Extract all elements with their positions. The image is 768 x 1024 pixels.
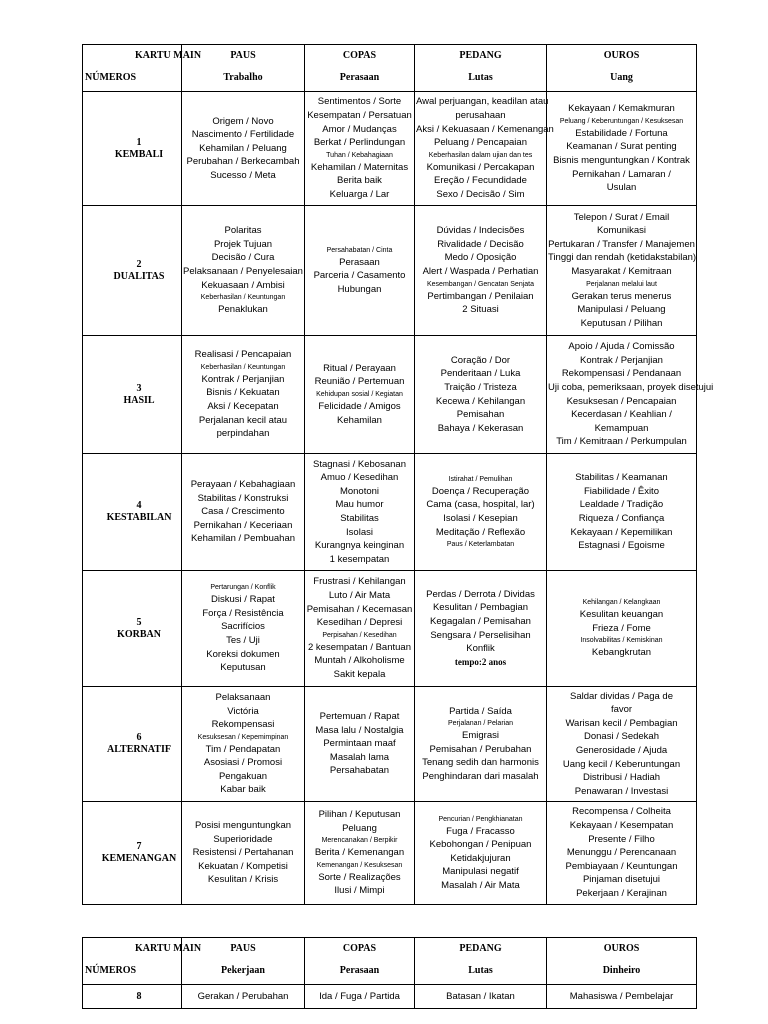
suit-name: PAUS — [230, 943, 256, 954]
suit-theme: Lutas — [468, 965, 493, 976]
meaning-cell — [182, 336, 305, 454]
meaning-line: Perayaan / Kebahagiaan — [190, 479, 296, 491]
meaning-line: Permintaan maaf — [323, 738, 396, 750]
meaning-line: Berkat / Perlindungan — [313, 137, 406, 149]
meaning-line: Ilusi / Mimpi — [334, 885, 385, 897]
meaning-line: Kehilangan / Kelangkaan — [582, 599, 661, 607]
meaning-line: Masalah / Air Mata — [441, 879, 520, 891]
header-cell-1 — [305, 45, 415, 92]
meaning-line: Perjalanan / Pelarian — [448, 720, 513, 728]
meaning-line: Bahaya / Kekerasan — [437, 422, 524, 434]
meaning-line: Estagnasi / Egoisme — [578, 540, 665, 552]
meaning-line: Recompensa / Colheita — [572, 806, 671, 818]
meaning-line: Komunikasi — [596, 225, 647, 237]
meaning-line: Kemampuan — [594, 422, 649, 434]
meaning-line: Tim / Kemitraan / Perkumpulan — [556, 436, 687, 448]
meaning-line: Fiabilidade / Êxito — [584, 485, 659, 497]
meaning-line: Pemisahan / Perubahan — [429, 743, 532, 755]
meaning-line: Mau humor — [335, 499, 384, 511]
meaning-line: Peluang / Keberuntungan / Kesuksesan — [559, 117, 684, 125]
meaning-line: Cama (casa, hospital, lar) — [426, 499, 535, 511]
meaning-line: Sexo / Decisão / Sim — [436, 188, 525, 200]
meaning-line: Ida / Fuga / Partida — [319, 991, 400, 1002]
meaning-line: Manipulasi / Peluang — [577, 304, 666, 316]
meaning-line: Rekompensasi / Pendanaan — [561, 368, 682, 380]
meaning-line: Kehamilan / Peluang — [199, 142, 287, 154]
meaning-line: Pertukaran / Transfer / Manajemen — [548, 238, 695, 250]
row-number: 5 — [136, 616, 142, 628]
meaning-line: Telepon / Surat / Email — [573, 211, 670, 223]
meaning-line: Victória — [227, 705, 259, 717]
meaning-line: Monotoni — [339, 485, 380, 497]
meaning-cell — [182, 92, 305, 206]
row-number-cell — [83, 336, 182, 454]
meaning-line: Keberhasilan / Keuntungan — [200, 363, 286, 371]
row-number: 4 — [136, 500, 142, 511]
suit-name: PAUS — [230, 50, 256, 61]
meaning-line: Traição / Tristeza — [444, 381, 517, 393]
meaning-line: Amor / Mudanças — [322, 123, 397, 135]
header-corner-cell — [83, 45, 202, 92]
meaning-cell — [415, 687, 547, 802]
meaning-cell — [305, 802, 415, 905]
meaning-line: Kekayaan / Kesempatan — [569, 820, 674, 832]
meaning-line: Origem / Novo — [212, 115, 274, 127]
row-number: 6 — [136, 732, 142, 743]
meaning-line: Posisi menguntungkan — [194, 820, 292, 832]
row-number: 1 — [136, 136, 142, 148]
meaning-line: Masalah lama — [329, 751, 390, 763]
meaning-line: Decisão / Cura — [211, 252, 275, 264]
meaning-line: Berita / Kemenangan — [314, 847, 405, 859]
meaning-line: Stabilitas — [340, 513, 379, 524]
header-cell-3 — [547, 45, 697, 92]
meaning-line: Keamanan / Surat penting — [566, 141, 677, 153]
meaning-line: Merencanakan / Berpikir — [321, 837, 398, 845]
suit-theme: Dinheiro — [602, 965, 641, 976]
meaning-line: Komunikasi / Percakapan — [426, 161, 535, 173]
meaning-line: Kesembangan / Gencatan Senjata — [426, 280, 535, 288]
meaning-cell — [182, 687, 305, 802]
meaning-line: Muntah / Alkoholisme — [314, 655, 405, 667]
table-row — [83, 985, 697, 1009]
meaning-line: Sakit kepala — [333, 668, 386, 680]
header-suit — [182, 938, 304, 984]
meaning-line: Alert / Waspada / Perhatian — [422, 266, 539, 277]
suit-theme: Lutas — [468, 72, 493, 83]
meaning-line: Hubungan — [337, 283, 382, 295]
meaning-line: Donasi / Sedekah — [584, 731, 659, 743]
header-row — [83, 45, 697, 92]
meaning-line: Sucesso / Meta — [210, 169, 276, 181]
meaning-line: Pertarungan / Konflik — [210, 584, 276, 592]
header-suit — [415, 45, 546, 91]
meaning-line: Pernikahan / Keceriaan — [193, 519, 293, 531]
meaning-line: Distribusi / Hadiah — [582, 772, 661, 784]
meaning-line: favor — [610, 704, 633, 716]
meaning-line: Tuhan / Kebahagiaan — [326, 151, 393, 159]
meaning-cell — [305, 571, 415, 687]
meaning-line: Konflik — [466, 643, 495, 655]
meaning-line: Bisnis / Kekuatan — [206, 387, 280, 399]
meaning-line: Rekompensasi — [211, 719, 275, 731]
meaning-line: Perasaan — [339, 256, 380, 268]
suit-name: OUROS — [603, 943, 640, 954]
meaning-line: Sacrifícios — [221, 621, 265, 633]
meaning-line: 2 Situasi — [462, 304, 499, 316]
meaning-line: tempo:2 anos — [454, 656, 507, 667]
meaning-line: Peluang — [342, 822, 377, 834]
meaning-line: Masa lalu / Nostalgia — [315, 724, 404, 736]
meaning-line: Keberhasilan dalam ujian dan tes — [428, 151, 533, 159]
meaning-line: Kebohongan / Penipuan — [429, 839, 532, 851]
meaning-line: Presente / Filho — [588, 833, 655, 845]
meaning-line: Keputusan — [220, 662, 266, 674]
meaning-cell — [415, 985, 547, 1009]
header-cell-0 — [182, 938, 305, 985]
meaning-line: Manipulasi negatif — [442, 866, 519, 878]
meaning-line: Apoio / Ajuda / Comissão — [568, 341, 675, 353]
meaning-line: Penawaran / Investasi — [574, 785, 669, 797]
meaning-line: Kekayaan / Kemakmuran — [568, 103, 675, 115]
meaning-cell — [415, 454, 547, 571]
meaning-cell — [415, 802, 547, 905]
meaning-cell — [305, 336, 415, 454]
meaning-line: perusahaan — [455, 110, 506, 122]
meaning-line: Menunggu / Perencanaan — [566, 847, 677, 859]
meaning-line: Penderitaan / Luka — [440, 368, 521, 380]
header-suit — [305, 45, 414, 91]
meaning-line: Ritual / Perayaan — [323, 362, 396, 374]
meaning-line: 1 kesempatan — [329, 553, 390, 565]
meaning-line: Kesulitan keuangan — [579, 609, 664, 621]
meaning-line: Perjalanan kecil atau — [198, 414, 288, 426]
table-row — [83, 454, 697, 571]
meaning-line: Stabilitas / Konstruksi — [197, 492, 289, 504]
meaning-cell — [305, 454, 415, 571]
meaning-line: Reunião / Pertemuan — [314, 376, 405, 388]
meaning-line: Pelaksanaan — [215, 691, 271, 703]
meaning-cell — [547, 571, 697, 687]
meaning-line: Pengakuan — [218, 770, 268, 782]
row-label: HASIL — [123, 394, 155, 406]
meaning-line: Tinggi dan rendah (ketidakstabilan) — [548, 252, 697, 264]
meaning-line: Doença / Recuperação — [431, 485, 530, 497]
meaning-cell — [182, 454, 305, 571]
meaning-line: Insolvabilitas / Kemiskinan — [580, 637, 663, 645]
meaning-cell — [547, 802, 697, 905]
meaning-line: perpindahan — [216, 428, 270, 440]
meaning-line: Persahabatan / Cinta — [326, 246, 393, 254]
meaning-line: Pertemuan / Rapat — [319, 711, 400, 723]
row-label: KORBAN — [117, 628, 161, 640]
table-row — [83, 571, 697, 687]
header-cell-1 — [305, 938, 415, 985]
meaning-cell — [305, 92, 415, 206]
meaning-cell — [182, 985, 305, 1009]
meaning-line: Kemenangan / Kesuksesan — [316, 861, 403, 869]
meaning-line: Kesuksesan / Kepemimpinan — [197, 733, 289, 741]
header-suit — [182, 45, 304, 91]
header-suit — [415, 938, 546, 984]
meaning-line: Kecerdasan / Keahlian / — [571, 409, 672, 421]
meaning-line: Frustrasi / Kehilangan — [313, 576, 406, 588]
header-corner — [83, 45, 202, 91]
meaning-line: Sorte / Realizações — [318, 871, 401, 883]
meaning-line: Superioridade — [213, 833, 273, 845]
row-number: 7 — [136, 841, 142, 852]
meaning-line: Sentimentos / Sorte — [317, 96, 402, 108]
meaning-line: Persahabatan — [329, 765, 390, 777]
meaning-line: Gerakan terus menerus — [571, 290, 672, 302]
meaning-line: Penghindaran dari masalah — [422, 770, 539, 782]
meaning-cell — [305, 206, 415, 336]
row-label: ALTERNATIF — [107, 744, 171, 755]
meaning-line: Pencurian / Pengkhianatan — [438, 815, 523, 823]
meaning-line: Penaklukan — [218, 304, 268, 316]
meaning-line: Pelaksanaan / Penyelesaian — [183, 266, 303, 277]
meaning-line: Pilihan / Keputusan — [318, 809, 401, 821]
suit-theme: Uang — [610, 72, 633, 83]
meaning-line: Riqueza / Confiança — [578, 513, 665, 524]
meaning-line: Koreksi dokumen — [206, 648, 280, 660]
meaning-line: Perpisahan / Kesedihan — [322, 631, 397, 639]
row-number-cell — [83, 802, 182, 905]
meaning-line: Kekayaan / Kepemilikan — [570, 526, 673, 538]
meaning-line: Amuo / Kesedihan — [320, 472, 399, 484]
suit-theme: Perasaan — [339, 72, 380, 83]
meaning-line: Rivalidade / Decisão — [437, 238, 524, 250]
card-meaning-table-continued-body — [83, 938, 697, 1009]
card-meaning-table — [82, 44, 714, 905]
row-label: KEMBALI — [114, 148, 164, 160]
meaning-line: 2 kesempatan / Bantuan — [308, 641, 411, 653]
meaning-line: Batasan / Ikatan — [446, 991, 515, 1002]
header-cell-3 — [547, 938, 697, 985]
meaning-line: Kontrak / Perjanjian — [580, 354, 663, 366]
meaning-line: Ereção / Fecundidade — [434, 175, 527, 187]
meaning-line: Uji coba, pemeriksaan, proyek disetujui — [548, 381, 714, 393]
table-row — [83, 206, 697, 336]
meaning-cell — [415, 206, 547, 336]
row-number-cell — [83, 206, 182, 336]
meaning-line: Stagnasi / Kebosanan — [313, 458, 406, 470]
meaning-line: Dúvidas / Indecisões — [436, 225, 525, 237]
suit-name: COPAS — [342, 50, 377, 61]
header-corner — [83, 938, 202, 984]
meaning-line: Lealdade / Tradição — [579, 499, 664, 511]
meaning-line: Stabilitas / Keamanan — [575, 472, 668, 484]
meaning-line: Kabar baik — [220, 784, 266, 796]
meaning-line: Perubahan / Berkecambah — [186, 156, 300, 168]
meaning-line: Asosiasi / Promosi — [203, 757, 283, 769]
meaning-line: Partida / Saída — [449, 705, 512, 717]
meaning-line: Kebangkrutan — [591, 647, 652, 659]
meaning-cell — [547, 92, 697, 206]
header-cell-2 — [415, 938, 547, 985]
meaning-line: Casa / Crescimento — [201, 506, 285, 518]
meaning-line: Uang kecil / Keberuntungan — [562, 758, 681, 770]
meaning-line: Gerakan / Perubahan — [197, 991, 289, 1002]
meaning-line: Keluarga / Lar — [329, 188, 390, 200]
meaning-cell — [547, 454, 697, 571]
meaning-line: Meditação / Reflexão — [435, 526, 526, 538]
meaning-line: Ketidakjujuran — [450, 852, 511, 864]
meaning-line: Istirahat / Pemulihan — [448, 475, 513, 483]
header-suit — [547, 938, 696, 984]
meaning-line: Parceria / Casamento — [313, 270, 406, 282]
meaning-line: Berita baik — [337, 175, 382, 187]
meaning-line: Sengsara / Perselisihan — [430, 629, 531, 641]
meaning-line: Peluang / Pencapaian — [434, 137, 527, 149]
meaning-line: Luto / Air Mata — [328, 590, 391, 602]
meaning-line: Kesuksesan / Pencapaian — [566, 395, 677, 407]
card-meaning-table-body — [83, 45, 714, 905]
header-cell-0 — [182, 45, 305, 92]
meaning-line: Força / Resistência — [202, 607, 284, 619]
meaning-cell — [547, 336, 714, 454]
row-label: KEMENANGAN — [101, 853, 177, 864]
row-label: DUALITAS — [113, 270, 165, 282]
meaning-cell — [182, 571, 305, 687]
header-corner-cell — [83, 938, 202, 985]
meaning-line: Mahasiswa / Pembelajar — [569, 991, 674, 1002]
table-row — [83, 687, 697, 802]
meaning-line: Pernikahan / Lamaran / — [572, 168, 671, 180]
row-number-cell — [83, 454, 182, 571]
suit-name: COPAS — [342, 943, 377, 954]
suit-theme: Pekerjaan — [221, 965, 265, 976]
suit-name: PEDANG — [459, 50, 502, 61]
meaning-line: Usulan — [606, 182, 637, 194]
meaning-line: Kesempatan / Persatuan — [307, 110, 412, 122]
meaning-line: Frieza / Fome — [592, 622, 651, 634]
meaning-line: Polaritas — [224, 225, 262, 237]
header-row — [83, 938, 697, 985]
meaning-line: Tes / Uji — [226, 635, 260, 646]
row-number-cell — [83, 571, 182, 687]
meaning-line: Felicidade / Amigos — [318, 401, 401, 412]
meaning-cell — [305, 687, 415, 802]
meaning-line: Kegagalan / Pemisahan — [430, 615, 531, 627]
meaning-line: Kehamilan / Pembuahan — [190, 533, 296, 545]
meaning-line: Aksi / Kekuasaan / Kemenangan — [416, 123, 554, 135]
meaning-line: Realisasi / Pencapaian — [194, 349, 292, 361]
meaning-line: Pinjaman disetujui — [582, 874, 661, 886]
meaning-line: Kecewa / Kehilangan — [435, 395, 526, 407]
meaning-line: Pembiayaan / Keuntungan — [565, 860, 678, 872]
suit-name: OUROS — [603, 50, 640, 61]
meaning-line: Tenang sedih dan harmonis — [422, 757, 539, 769]
meaning-cell — [415, 92, 554, 206]
header-numbers-label: NÚMEROS — [85, 965, 137, 976]
suit-name: PEDANG — [459, 943, 502, 954]
meaning-line: Awal perjuangan, keadilan atau — [416, 96, 549, 108]
meaning-line: Kekuasaan / Ambisi — [201, 279, 285, 291]
row-number: 2 — [136, 258, 142, 270]
meaning-cell — [305, 985, 415, 1009]
meaning-cell — [182, 206, 305, 336]
meaning-cell — [415, 571, 547, 687]
meaning-line: Isolasi — [346, 526, 373, 538]
header-suit — [305, 938, 414, 984]
meaning-line: Kesedihan / Depresi — [316, 617, 403, 629]
meaning-line: Pemisahan — [456, 409, 505, 421]
header-cell-2 — [415, 45, 547, 92]
meaning-line: Kesulitan / Pembagian — [432, 602, 529, 614]
table-row — [83, 802, 697, 905]
meaning-line: Kekuatan / Kompetisi — [198, 860, 288, 872]
table-row — [83, 92, 697, 206]
meaning-line: Kurangnya keinginan — [314, 540, 405, 552]
row-number-cell — [83, 985, 182, 1009]
row-number-cell — [83, 92, 182, 206]
meaning-line: Kehamilan — [337, 414, 382, 426]
meaning-line: Estabilidade / Fortuna — [575, 127, 668, 139]
meaning-line: Kesulitan / Krisis — [207, 874, 279, 886]
header-title: KARTU MAIN — [135, 943, 202, 954]
header-numbers-label: NÚMEROS — [85, 72, 137, 83]
card-meaning-table-continued — [82, 937, 697, 1009]
meaning-cell — [547, 985, 697, 1009]
meaning-line: Keberhasilan / Keuntungan — [200, 294, 286, 302]
table-row — [83, 336, 697, 454]
meaning-line: Coração / Dor — [450, 354, 511, 366]
meaning-line: Pertimbangan / Penilaian — [427, 290, 534, 302]
meaning-line: Resistensi / Pertahanan — [192, 847, 294, 859]
header-title: KARTU MAIN — [135, 50, 202, 61]
meaning-line: Tim / Pendapatan — [205, 743, 281, 755]
meaning-line: Isolasi / Kesepian — [443, 513, 518, 524]
meaning-line: Saldar dividas / Paga de — [570, 690, 673, 702]
header-suit — [547, 45, 696, 91]
meaning-line: Generosidade / Ajuda — [575, 745, 668, 756]
meaning-line: Pekerjaan / Kerajinan — [576, 887, 667, 899]
row-number-cell — [83, 687, 182, 802]
meaning-line: Warisan kecil / Pembagian — [565, 717, 678, 729]
meaning-line: Masyarakat / Kemitraan — [571, 266, 672, 277]
meaning-line: Kontrak / Perjanjian — [201, 373, 285, 385]
meaning-line: Kehidupan sosial / Kegiatan — [316, 391, 403, 398]
suit-theme: Trabalho — [223, 72, 263, 83]
meaning-line: Fuga / Fracasso — [446, 825, 515, 837]
meaning-line: Emigrasi — [462, 730, 499, 742]
meaning-line: Aksi / Kecepatan — [207, 401, 279, 412]
meaning-line: Diskusi / Rapat — [211, 594, 275, 606]
meaning-line: Bisnis menguntungkan / Kontrak — [553, 155, 690, 166]
row-number: 8 — [136, 990, 142, 1002]
meaning-line: Pemisahan / Kecemasan — [306, 603, 413, 615]
meaning-cell — [547, 687, 697, 802]
suit-theme: Perasaan — [339, 965, 380, 976]
row-number: 3 — [136, 382, 142, 394]
meaning-line: Perjalanan melalui laut — [586, 280, 657, 288]
meaning-line: Medo / Oposição — [444, 252, 517, 264]
meaning-line: Nascimento / Fertilidade — [191, 129, 295, 141]
row-label: KESTABILAN — [106, 512, 172, 523]
meaning-line: Projek Tujuan — [213, 238, 273, 250]
meaning-cell — [182, 802, 305, 905]
meaning-line: Paus / Keterlambatan — [446, 541, 515, 549]
meaning-cell — [415, 336, 547, 454]
meaning-line: Keputusan / Pilihan — [580, 317, 663, 329]
meaning-cell — [547, 206, 697, 336]
meaning-line: Perdas / Derrota / Dividas — [426, 588, 535, 600]
meaning-line: Kehamilan / Maternitas — [310, 161, 409, 173]
